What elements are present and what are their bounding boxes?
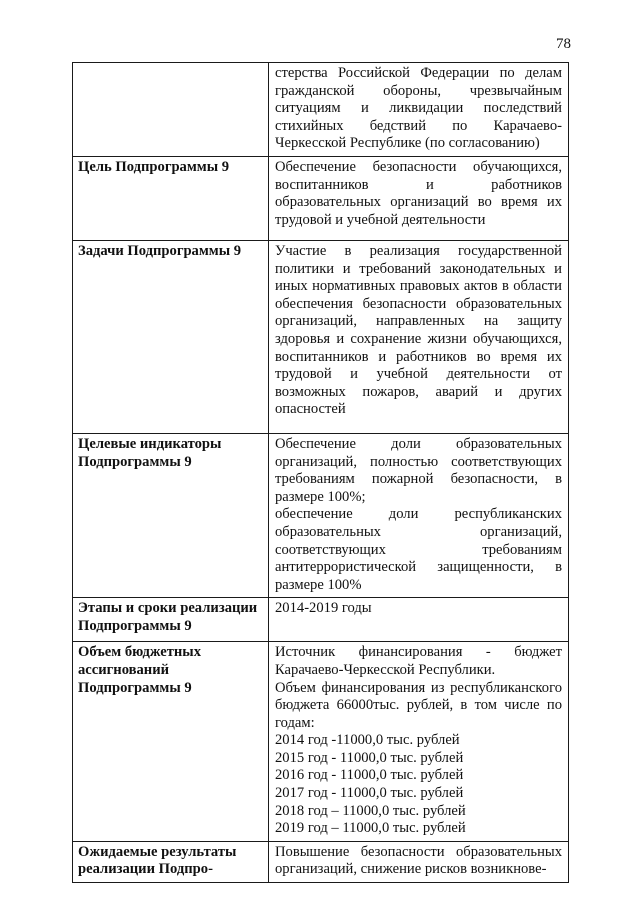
row-label: Задачи Подпрограммы 9 [73,240,269,433]
value-paragraph: 2017 год - 11000,0 тыс. рублей [275,785,464,802]
value-paragraph: Обеспечение доли образовательных организаций, полностью соответствующих требованиям пожарной безопасности, в размере 100%; [275,435,562,505]
row-value [269,598,569,642]
table-row [73,433,569,597]
row-value [269,156,569,240]
row-label: Цель Подпрограммы 9 [73,156,269,240]
table-row [73,841,569,882]
value-paragraph: Объем финансирования из республиканского бюджета 66000тыс. рублей, в том числе по годам: [275,679,562,731]
value-paragraph: 2019 год – 11000,0 тыс. рублей [275,820,466,837]
row-label: Целевые индикаторы Подпрограммы 9 [73,433,269,597]
value-paragraph: Повышение безопасности образовательных организаций, снижение рисков возникнове- [275,843,562,878]
row-label: Ожидаемые результаты реализации Подпро- [73,841,269,882]
value-paragraph: 2014-2019 годы [275,600,372,617]
passport-table [72,62,569,883]
table-row [73,63,569,157]
row-value [269,240,569,433]
row-value [269,841,569,882]
row-label: Этапы и сроки реализации Подпрограммы 9 [73,598,269,642]
row-value [269,63,569,157]
table-row [73,240,569,433]
row-label [73,63,269,157]
value-paragraph: 2018 год – 11000,0 тыс. рублей [275,802,466,819]
value-paragraph: 2015 год - 11000,0 тыс. рублей [275,749,464,766]
value-paragraph: Участие в реализация государственной политики и требований законодательных и иных нормативных правовых актов в области обеспечения безопасности образовательных организаций, направленных на защиту здоровья и сохранение жизни обучающихся, воспитанников и работников во время их трудовой и учебной деятельности от возможных пожаров, аварий и других опасностей [275,242,562,418]
table-row [73,642,569,842]
value-paragraph: Источник финансирования - бюджет Карачаево-Черкесской Республики. [275,644,562,678]
row-label: Объем бюджетных ассигнований Подпрограммы 9 [73,642,269,842]
table-row [73,156,569,240]
value-paragraph: обеспечение доли республиканских образовательных организаций, соответствующих требованиям антитеррористической защищенности, в размере 100% [275,506,562,593]
row-value [269,642,569,842]
page-number: 78 [556,36,571,52]
row-value [269,433,569,597]
table-row [73,598,569,642]
value-paragraph: стерства Российской Федерации по делам гражданской обороны, чрезвычайным ситуациям и ликвидации последствий стихийных бедствий по Карачаево-Черкесской Республике (по согласованию) [275,65,562,152]
passport-table-body [73,63,569,883]
value-paragraph: Обеспечение безопасности обучающихся, воспитанников и работников образовательных организаций во время их трудовой и учебной деятельности [275,158,562,228]
value-paragraph: 2014 год -11000,0 тыс. рублей [275,732,460,749]
value-paragraph: 2016 год - 11000,0 тыс. рублей [275,767,464,784]
